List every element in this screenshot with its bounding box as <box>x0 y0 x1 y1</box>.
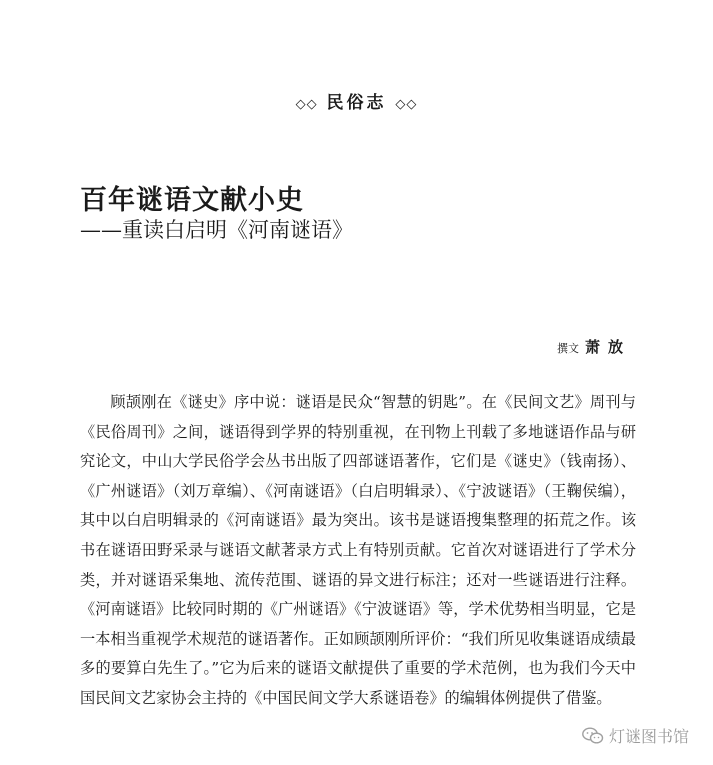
watermark-text: 灯谜图书馆 <box>608 727 689 746</box>
author-name: 萧放 <box>584 338 631 356</box>
byline <box>557 336 631 357</box>
watermark <box>582 724 689 747</box>
article-body: 顾颉刚在《谜史》序中说：谜语是民众“智慧的钥匙”。在《民间文艺》周刊与《民俗周刊》之间，谜语得到学界的特别重视，在刊物上刊载了多地谜语作品与研究论文，中山大学民俗学会丛书出版了四部谜语著作，它们是《谜史》（钱南扬）、《广州谜语》（刘万章编）、《河南谜语》（白启明辑录）、《宁波谜语》（王鞠侯编），其中以白启明辑录的《河南谜语》最为突出。该书是谜语搜集整理的拓荒之作。该书在谜语田野采录与谜语文献著录方式上有特别贡献。它首次对谜语进行了学术分类，并对谜语采集地、流传范围、谜语的异文进行标注；还对一些谜语进行注释。《河南谜语》比较同时期的《广州谜语》《宁波谜语》等，学术优势相当明显，它是一本相当重视学术规范的谜语著作。正如顾颉刚所评价：“我们所见收集谜语成绩最多的要算白先生了。”它为后来的谜语文献提供了重要的学术范例，也为我们今天中国民间文艺家协会主持的《中国民间文学大系谜语卷》的编辑体例提供了借鉴。 <box>80 393 636 707</box>
right-diamond-marks: ◇◇ <box>395 97 418 112</box>
article-subtitle: ——重读白启明《河南谜语》 <box>80 218 353 242</box>
byline-role: 撰文 <box>556 342 579 355</box>
article-title: 百年谜语文献小史 <box>80 185 304 216</box>
column-name: 民俗志 <box>326 93 387 113</box>
left-diamond-marks: ◇◇ <box>295 97 318 112</box>
column-header <box>0 88 713 113</box>
wechat-icon <box>582 727 604 745</box>
